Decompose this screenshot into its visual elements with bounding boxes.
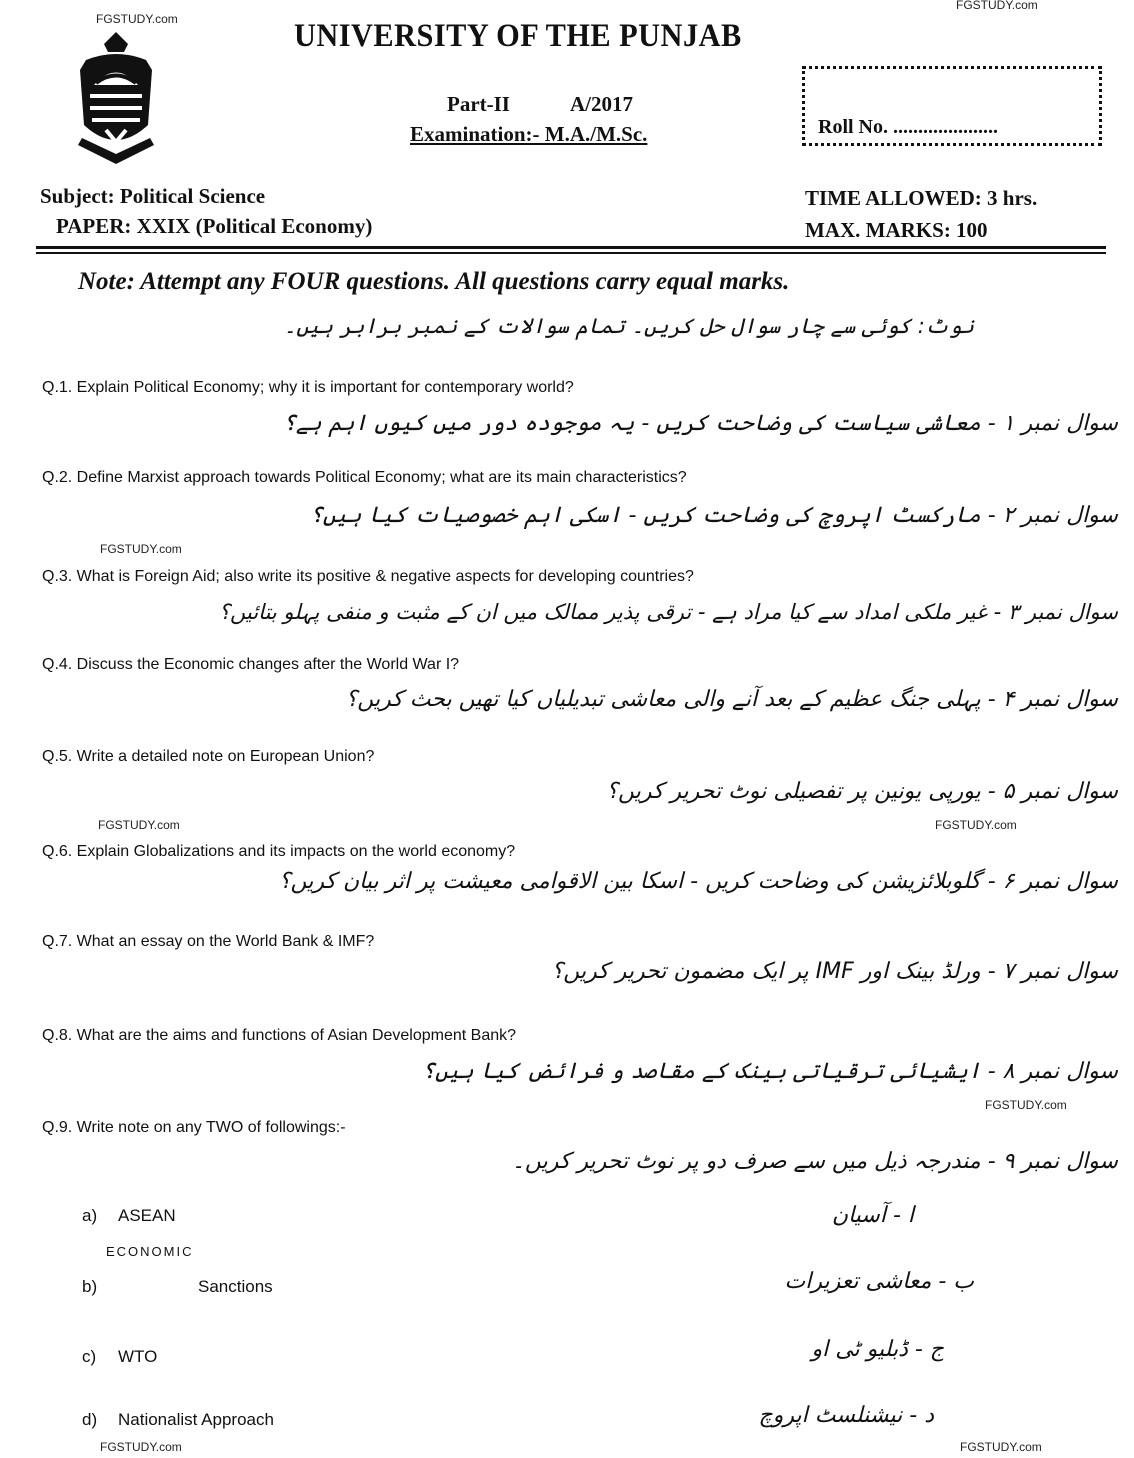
question-7-urdu: سوال نمبر ۷ - ورلڈ بینک اور IMF پر ایک مضمون تحریر کریں؟ — [551, 959, 1118, 984]
note-english: Note: Attempt any FOUR questions. All questions carry equal marks. — [78, 268, 790, 295]
question-9-urdu: سوال نمبر ۹ - مندرجہ ذیل میں سے صرف دو پر نوٹ تحریر کریں۔ — [512, 1149, 1118, 1174]
option-c-letter: c) — [82, 1347, 97, 1366]
watermark: FGSTUDY.com — [956, 0, 1038, 12]
option-b-urdu: ب - معاشی تعزیرات — [784, 1269, 974, 1294]
question-9: Q.9. Write note on any TWO of followings:- — [42, 1119, 346, 1136]
option-b-text: Sanctions — [198, 1277, 273, 1296]
option-c-urdu: ج - ڈبلیو ٹی او — [811, 1337, 944, 1362]
option-d-urdu: د - نیشنلسٹ اپروچ — [758, 1403, 934, 1428]
roll-number-field: Roll No. ..................... — [818, 116, 998, 138]
question-4: Q.4. Discuss the Economic changes after the World War I? — [42, 656, 460, 673]
question-1-urdu: سوال نمبر ۱ - معاشی سیاست کی وضاحت کریں - یہ موجودہ دور میں کیوں اہم ہے؟ — [283, 411, 1118, 436]
max-marks: MAX. MARKS: 100 — [805, 218, 988, 242]
option-a-urdu: ا - آسیان — [831, 1203, 914, 1228]
exam-session: A/2017 — [570, 92, 633, 116]
option-a-letter: a) — [82, 1206, 98, 1225]
option-b-handwritten-note: ECONOMIC — [106, 1244, 194, 1259]
question-5: Q.5. Write a detailed note on European Union? — [42, 748, 375, 765]
watermark: FGSTUDY.com — [985, 1098, 1067, 1112]
option-a-text: ASEAN — [118, 1206, 176, 1225]
question-8: Q.8. What are the aims and functions of Asian Development Bank? — [42, 1027, 517, 1044]
question-4-urdu: سوال نمبر ۴ - پہلی جنگ عظیم کے بعد آنے والی معاشی تبدیلیاں کیا تھیں بحث کریں؟ — [345, 687, 1118, 712]
watermark: FGSTUDY.com — [100, 1440, 182, 1454]
watermark: FGSTUDY.com — [100, 542, 182, 556]
exam-part: Part-II — [447, 92, 510, 116]
watermark: FGSTUDY.com — [935, 818, 1017, 832]
subject: Subject: Political Science — [40, 184, 266, 208]
question-6-urdu: سوال نمبر ۶ - گلوبلائزیشن کی وضاحت کریں - اسکا بین الاقوامی معیشت پر اثر بیان کریں؟ — [278, 869, 1118, 894]
note-urdu: نوٹ: کوئی سے چار سوال حل کریں۔ تمام سوالات کے نمبر برابر ہیں۔ — [283, 314, 974, 338]
option-d-text: Nationalist Approach — [118, 1410, 274, 1429]
question-3-urdu: سوال نمبر ۳ - غیر ملکی امداد سے کیا مراد ہے - ترقی پذیر ممالک میں ان کے مثبت و منفی پہلو بتائیں؟ — [218, 600, 1118, 624]
examination-type: Examination:- M.A./M.Sc. — [410, 122, 648, 146]
time-allowed: TIME ALLOWED: 3 hrs. — [805, 186, 1038, 210]
question-5-urdu: سوال نمبر ۵ - یورپی یونین پر تفصیلی نوٹ تحریر کریں؟ — [606, 779, 1118, 804]
question-2: Q.2. Define Marxist approach towards Political Economy; what are its main characteristics? — [42, 469, 687, 486]
divider — [36, 252, 1106, 254]
watermark: FGSTUDY.com — [96, 12, 178, 26]
question-2-urdu: سوال نمبر ۲ - مارکسٹ اپروچ کی وضاحت کریں - اسکی اہم خصوصیات کیا ہیں؟ — [309, 503, 1118, 528]
option-b-letter: b) — [82, 1277, 98, 1296]
option-c-text: WTO — [118, 1347, 158, 1366]
question-8-urdu: سوال نمبر ۸ - ایشیائی ترقیاتی بینک کے مقاصد و فرائض کیا ہیں؟ — [422, 1059, 1118, 1084]
question-1: Q.1. Explain Political Economy; why it is important for contemporary world? — [42, 379, 574, 396]
question-3: Q.3. What is Foreign Aid; also write its positive & negative aspects for developing countries? — [42, 568, 694, 585]
question-6: Q.6. Explain Globalizations and its impacts on the world economy? — [42, 843, 516, 860]
university-title: UNIVERSITY OF THE PUNJAB — [294, 18, 742, 54]
option-d-letter: d) — [82, 1410, 98, 1429]
divider — [36, 246, 1106, 249]
paper: PAPER: XXIX (Political Economy) — [56, 214, 373, 238]
watermark: FGSTUDY.com — [98, 818, 180, 832]
question-7: Q.7. What an essay on the World Bank & IMF? — [42, 933, 375, 950]
watermark: FGSTUDY.com — [960, 1440, 1042, 1454]
university-crest-logo — [66, 30, 166, 170]
